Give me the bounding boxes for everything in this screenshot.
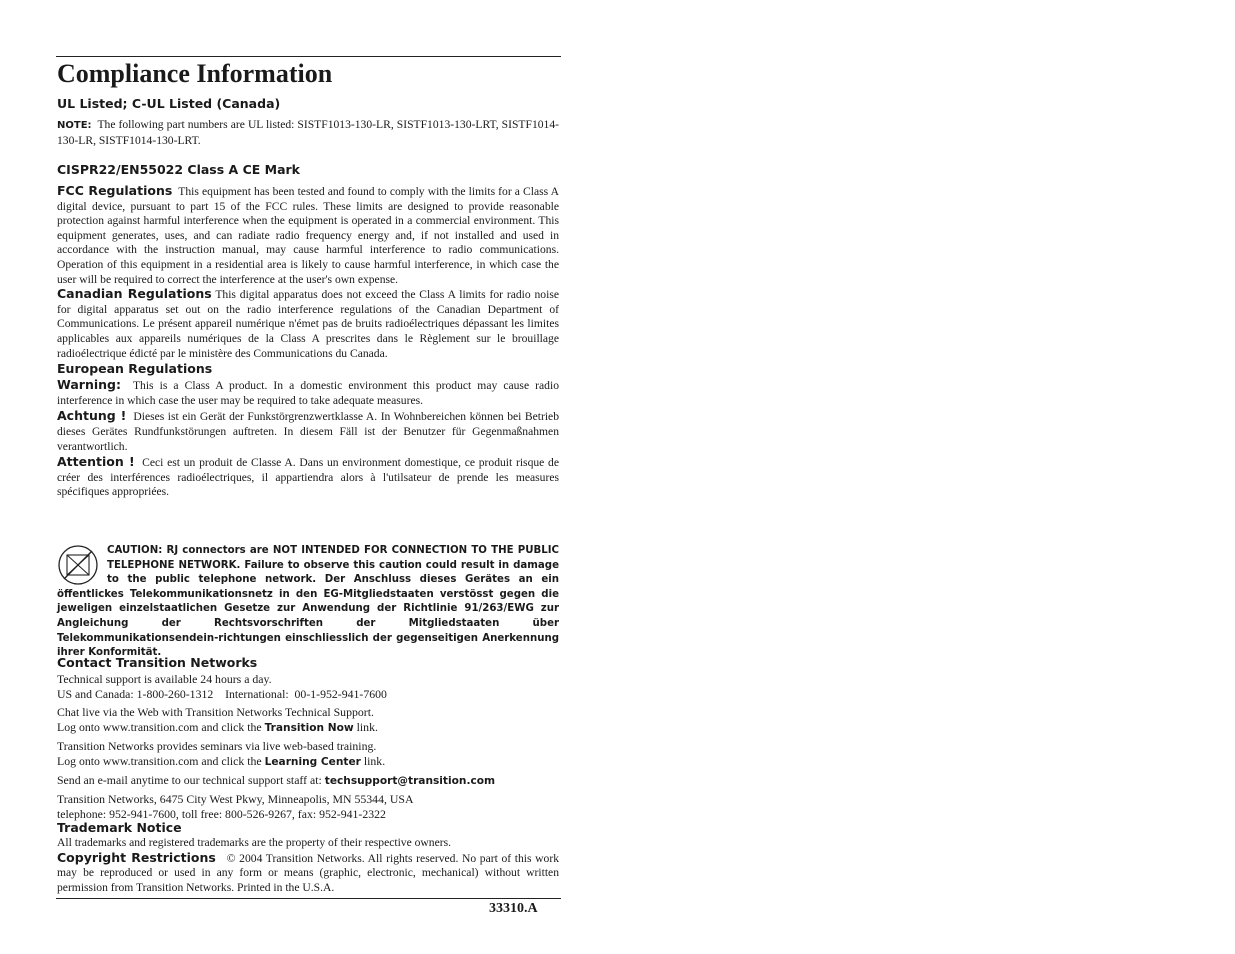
note-label: NOTE: [57,120,92,131]
trademark-section [57,820,559,895]
seminar-info [57,739,559,770]
copyright-text: © 2004 Transition Networks. All rights reserved. No part of this work may be reproduced or used in any form or means (graphic, electronic, mechanical) without written permission from Transition Networks. Printed in the U.S.A. [57,851,559,894]
support-line-1: Technical support is available 24 hours a day. [57,672,272,686]
regulations-section [57,184,559,500]
attention-paragraph [57,455,559,500]
seminar-line-1: Transition Networks provides seminars via live web-based training. [57,739,377,753]
chat-line-2-post: link. [353,720,378,734]
support-info [57,672,559,702]
caution-block [57,544,559,661]
warning-text: This is a Class A product. In a domestic environment this product may cause radio interference in which case the user may be required to take adequate measures. [57,379,559,407]
chat-line-1: Chat live via the Web with Transition Networks Technical Support. [57,705,374,719]
support-email-link[interactable]: techsupport@transition.com [324,775,496,787]
part-number: 33310.A [489,901,538,916]
ul-note [57,118,559,148]
address-line-1: Transition Networks, 6475 City West Pkwy, Minneapolis, MN 55344, USA [57,792,414,806]
trademark-text: All trademarks and registered trademarks are the property of their respective owners. [57,836,452,849]
attention-label: Attention ! [57,454,135,470]
fcc-label: FCC Regulations [57,183,173,198]
attention-text: Ceci est un produit de Classe A. Dans un environment domestique, ce produit risque de créer des interférences radioélectriques, il appartiendra alors à l'utilsateur de prende les measures spécifiques appropriées. [57,456,559,499]
fcc-text: This equipment has been tested and found to comply with the limits for a Class A digital device, pursuant to part 15 of the FCC rules. These limits are designed to provide reasonable protection against harmful interference when the equipment is operated in a commercial environment. This equipment generates, uses, and can radiate radio frequency energy and, if not installed and used in accordance with the instruction manual, may cause harmful interference to radio communications. Operation of this equipment in a residential area is likely to cause harmful interference, in which case the user will be required to correct the interference at the user's own expense. [57,185,559,286]
canada-paragraph [57,287,559,361]
email-info [57,773,559,789]
page-title: Compliance Information [57,59,333,88]
cispr-heading: CISPR22/EN55022 Class A CE Mark [57,162,300,177]
contact-section [57,655,559,822]
address-line-2: telephone: 952-941-7600, toll free: 800-526-9267, fax: 952-941-2322 [57,807,386,821]
copyright-label: Copyright Restrictions [57,849,216,865]
chat-info [57,705,559,736]
no-telephone-icon [57,544,99,586]
achtung-paragraph [57,409,559,454]
contact-heading: Contact Transition Networks [57,655,258,670]
ul-section [57,96,559,148]
caution-text: CAUTION: RJ connectors are NOT INTENDED FOR CONNECTION TO THE PUBLIC TELEPHONE NETWORK. Failure to observe this caution could result in damage to the public telephone network. Der Anschluss dieses Gerätes an ein öffentlickes Telekommunikationsnetz in den EG-Mitgliedstaaten verstösst gegen die jeweligen einzelstaatlichen Gesetze zur Anwendung der Richtlinie 91/263/EWG zur Angleichung der Rechtsvorschriften der Mitgliedstaaten über Telekommunikationsendein-richtungen einschliesslich der gegenseitigen Anerkennung ihrer Konformität. [57,545,559,659]
note-text: The following part numbers are UL listed: SISTF1013-130-LR, SISTF1013-130-LRT, SISTF1014-130-LR, SISTF1014-130-LRT. [57,118,559,147]
transition-now-link[interactable]: Transition Now [264,722,354,734]
chat-line-2-pre: Log onto www.transition.com and click the [57,720,265,734]
achtung-text: Dieses ist ein Gerät der Funkstörgrenzwertklasse A. In Wohnbereichen können bei Betrieb dieses Gerätes Rundfunkstörungen auftreten. In diesem Fäll ist der Benutzer für Gegenmaßnahmen verantwortlich. [57,410,559,453]
email-pre: Send an e-mail anytime to our technical support staff at: [57,773,325,787]
europe-heading: European Regulations [57,361,213,377]
bottom-rule [56,898,561,899]
trademark-heading: Trademark Notice [57,820,182,835]
top-rule [56,56,561,57]
fcc-paragraph [57,184,559,287]
copyright-paragraph [57,851,559,896]
seminar-line-2-pre: Log onto www.transition.com and click the [57,754,265,768]
seminar-line-2-post: link. [360,754,386,768]
warning-paragraph [57,378,559,408]
canada-label: Canadian Regulations [57,286,212,302]
learning-center-link[interactable]: Learning Center [264,756,361,768]
achtung-label: Achtung ! [57,408,127,424]
canada-text: This digital apparatus does not exceed the Class A limits for radio noise for digital apparatus set out on the radio interference regulations of the Canadian Department of Communications. Le présent appareil numérique n'émet pas de bruits radioélectriques dépassant les limites applicables aux appareils numériques de la Class A prescrites dans le Règlement sur le brouillage radioélectrique édicté par le ministère des Communications du Canada. [57,288,559,360]
support-line-2: US and Canada: 1-800-260-1312 International: 00-1-952-941-7600 [57,687,387,701]
cispr-section [57,162,559,177]
address-info [57,792,559,822]
ul-heading: UL Listed; C-UL Listed (Canada) [57,96,281,111]
warning-label: Warning: [57,377,121,393]
